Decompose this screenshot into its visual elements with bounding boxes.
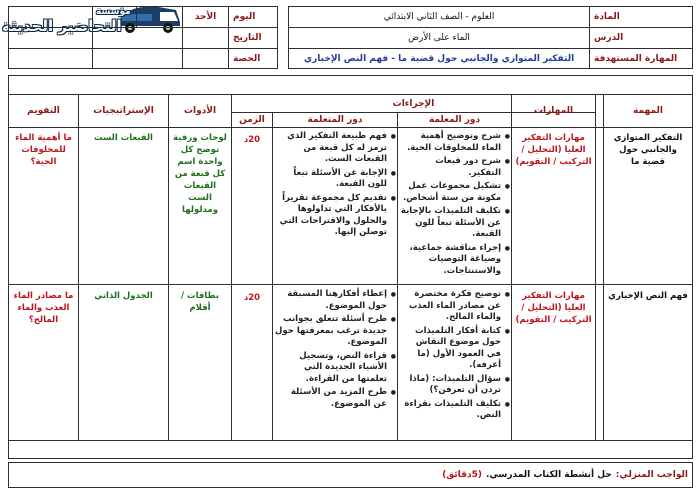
row1-assessment: ما أهمية الماء للمخلوقات الحية؟: [15, 133, 72, 167]
list-item: ● توضيح فكرة مختصرة عن مصادر الماء العذب والماء المالح.: [400, 289, 501, 324]
row2-skills: مهارات التفكير العليا (التحليل / التركيب / التقويم): [515, 291, 592, 325]
lesson-value: الماء على الأرض: [408, 33, 470, 43]
col-assessment: التقويم: [27, 106, 60, 116]
row1-task: التفكير المتوازي والجانبي حول قضية ما: [613, 133, 683, 167]
row1-strategy: القبعات الست: [94, 133, 153, 143]
list-item: ● شرح دور قبعات التفكير.: [400, 156, 501, 179]
list-item: ● سؤال التلميذات: (ماذا تردن أن تعرفن؟): [400, 374, 501, 397]
col-task: المهمة: [633, 106, 663, 116]
row1-time: 20د: [243, 135, 261, 145]
col-procedures: الإجراءات: [392, 98, 435, 109]
col-time: الزمن: [239, 115, 265, 125]
subject-value: العلوم - الصف الثاني الابتدائي: [383, 12, 495, 22]
day-label: اليوم: [233, 12, 256, 22]
list-item: ● تقديم كل مجموعة تقريراً بالأفكار التي تداولوها والحلول والاقتراحات التي توصلن إليها.: [275, 193, 387, 239]
logo-line2: التحاضير الحديثة: [2, 17, 122, 35]
row2-assessment: ما مصادر الماء العذب والماء المالح؟: [13, 291, 74, 325]
list-item: ● تشكيل مجموعات عمل مكونة من ستة أشخاص.: [400, 181, 501, 204]
col-strategies: الإستراتيجيات: [93, 106, 154, 116]
row2-task: فهم النص الإخباري: [608, 291, 688, 301]
row1-skills: مهارات التفكير العليا (التحليل / التركيب / التقويم): [515, 133, 592, 167]
logo-line1: مؤسسة: [96, 7, 131, 17]
list-item: ● قراءة النص، وتسجيل الأشياء الجديدة التي تعلمتها من القراءة.: [275, 351, 387, 386]
list-item: ● كتابة أفكار التلميذات حول موضوع النقاش في العمود الأول (ما أعرفه).: [400, 326, 501, 372]
row2-student: [273, 287, 397, 439]
list-item: ● طرح المزيد من الأسئلة عن الموضوع.: [275, 387, 387, 410]
row2-teacher: [398, 287, 511, 439]
list-item: ● تكليف التلميذات بالإجابة عن الأسئلة تبعاً للون القبعة.: [400, 206, 501, 241]
day-value: الأحد: [194, 12, 217, 22]
homework-text: حل أنشطة الكتاب المدرسي.: [485, 470, 612, 480]
list-item: ● طرح أسئلة تتعلق بجوانب جديدة ترغب بمعرفتها حول الموضوع.: [275, 314, 387, 349]
row2-time: 20د: [243, 293, 261, 303]
list-item: ● شرح وتوضيح أهمية الماء للمخلوقات الحية.: [400, 131, 501, 154]
subject-label: المادة: [594, 12, 620, 22]
lesson-label: الدرس: [594, 33, 624, 43]
skill-value: التفكير المتوازي والجانبي حول قضية ما - فهم النص الإخباري: [303, 54, 575, 64]
col-skills: المهارات: [533, 106, 574, 116]
list-item: ● إعطاء أفكارهنا المسبقة حول الموضوع.: [275, 289, 387, 312]
row2-strategy: الجدول الذاتي: [94, 291, 153, 301]
row2-tools: بطاقات / أقلام: [180, 291, 220, 313]
homework: [12, 462, 688, 488]
date-label: التاريخ: [233, 33, 262, 43]
col-teacher-role: دور المعلمة: [428, 115, 481, 125]
list-item: ● تكليف التلميذات بقراءة النص.: [400, 399, 501, 422]
col-tools: الأدوات: [183, 106, 217, 116]
homework-duration: (5دقائق): [442, 470, 482, 480]
homework-label: الواجب المنزلي:: [615, 470, 688, 480]
col-student-role: دور المتعلمة: [307, 115, 363, 125]
list-item: ● الإجابة عن الأسئلة تبعاً للون القبعة.: [275, 168, 387, 191]
row1-tools: لوحات ورقية توضح كل واحدة اسم كل قبعة من القبعات الست ومدلولها: [173, 133, 227, 215]
row1-student: [273, 129, 397, 283]
row1-teacher: [398, 129, 511, 283]
period-label: الحصة: [233, 54, 261, 64]
list-item: ● فهم طبيعة التفكير الذي ترمز له كل قبعة من القبعات الست.: [275, 131, 387, 166]
list-item: ● إجراء مناقشة جماعية، وصياغة التوصيات والاستنتاجات.: [400, 243, 501, 278]
skill-label: المهارة المستهدفة: [594, 54, 678, 64]
